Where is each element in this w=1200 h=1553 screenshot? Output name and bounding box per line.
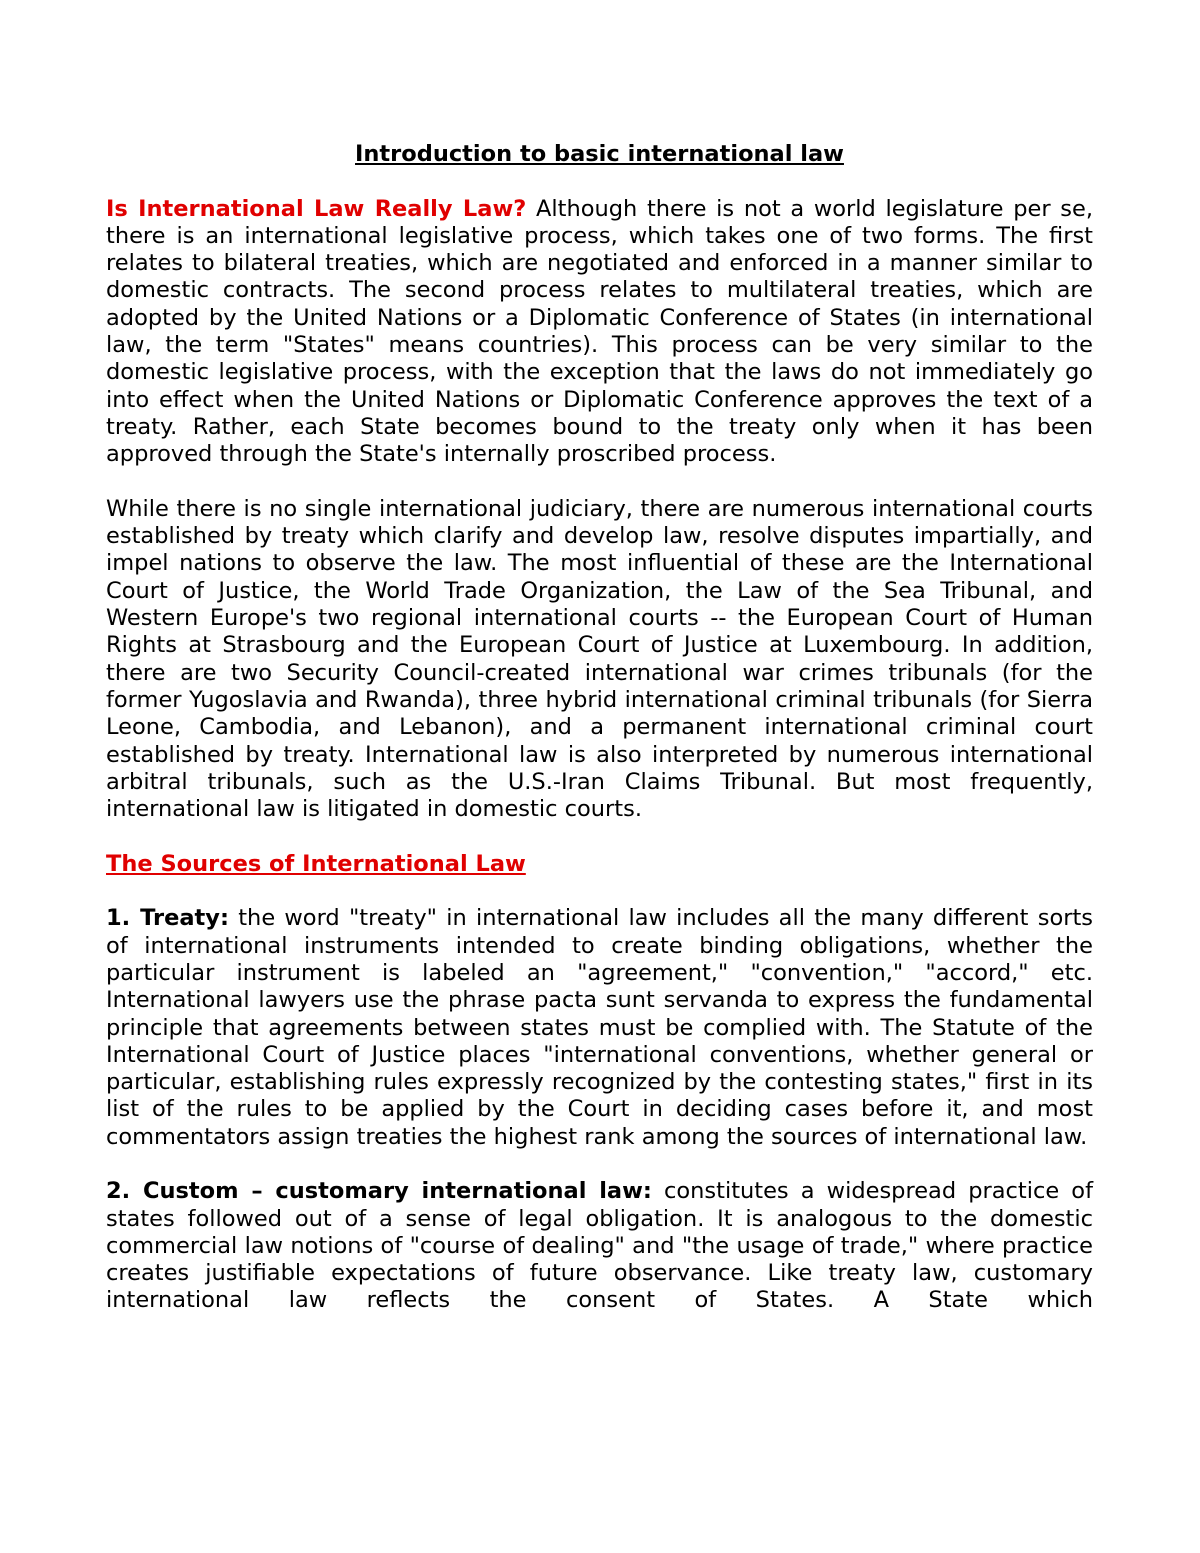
- treaty-lead: 1. Treaty:: [106, 905, 229, 932]
- custom-lead: 2. Custom – customary international law:: [106, 1178, 652, 1205]
- document-body: [106, 141, 1093, 1315]
- treaty-text: the word "treaty" in international law includes all the many different sorts of international instruments intended to create binding obligations, whether the particular instrument is labeled an "agreement," "convention," "accord," etc. International lawyers use the phrase pacta sunt servanda to express the fundamental principle that agreements between states must be complied with. The Statute of the International Court of Justice places "international conventions, whether general or particular, establishing rules expressly recognized by the contesting states," first in its list of the rules to be applied by the Court in deciding cases before it, and most commentators assign treaties the highest rank among the sources of international law.: [106, 905, 1094, 1150]
- courts-paragraph: While there is no single international judiciary, there are numerous international courts established by treaty which clarify and develop law, resolve disputes impartially, and impel nations to observe the law. The most influential of these are the International Court of Justice, the World Trade Organization, the Law of the Sea Tribunal, and Western Europe's two regional international courts -- the European Court of Human Rights at Strasbourg and the European Court of Justice at Luxembourg. In addition, there are two Security Council-created international war crimes tribunals (for the former Yugoslavia and Rwanda), three hybrid international criminal tribunals (for Sierra Leone, Cambodia, and Lebanon), and a permanent international criminal court established by treaty. International law is also interpreted by numerous international arbitral tribunals, such as the U.S.-Iran Claims Tribunal. But most frequently, international law is litigated in domestic courts.: [106, 495, 1093, 823]
- spacer: [106, 823, 1093, 850]
- intro-lead-question: Is International Law Really Law?: [106, 195, 527, 222]
- treaty-paragraph: [106, 905, 1093, 1151]
- spacer: [106, 469, 1093, 496]
- intro-paragraph: [106, 196, 1093, 469]
- document-title: Introduction to basic international law: [355, 141, 844, 167]
- intro-text: Although there is not a world legislature per se, there is an international legislative process, which takes one of two forms. The first relates to bilateral treaties, which are negotiated and enforced in a manner similar to domestic contracts. The second process relates to multilateral treaties, which are adopted by the United Nations or a Diplomatic Conference of States (in international law, the term "States" means countries). This process can be very similar to the domestic legislative process, with the exception that the laws do not immediately go into effect when the United Nations or Diplomatic Conference approves the text of a treaty. Rather, each State becomes bound to the treaty only when it has been approved through the State's internally proscribed process.: [106, 195, 1093, 468]
- spacer: [106, 1151, 1093, 1178]
- custom-paragraph: [106, 1178, 1093, 1314]
- sources-heading: The Sources of International Law: [106, 850, 526, 877]
- custom-text: constitutes a widespread practice of states followed out of a sense of legal obligation. It is analogous to the domestic commercial law notions of "course of dealing" and "the usage of trade," where practice creates justifiable expectations of future observance. Like treaty law, customary international law reflects the consent of States. A State which: [106, 1178, 1093, 1314]
- spacer: [106, 878, 1093, 905]
- spacer: [106, 168, 1093, 195]
